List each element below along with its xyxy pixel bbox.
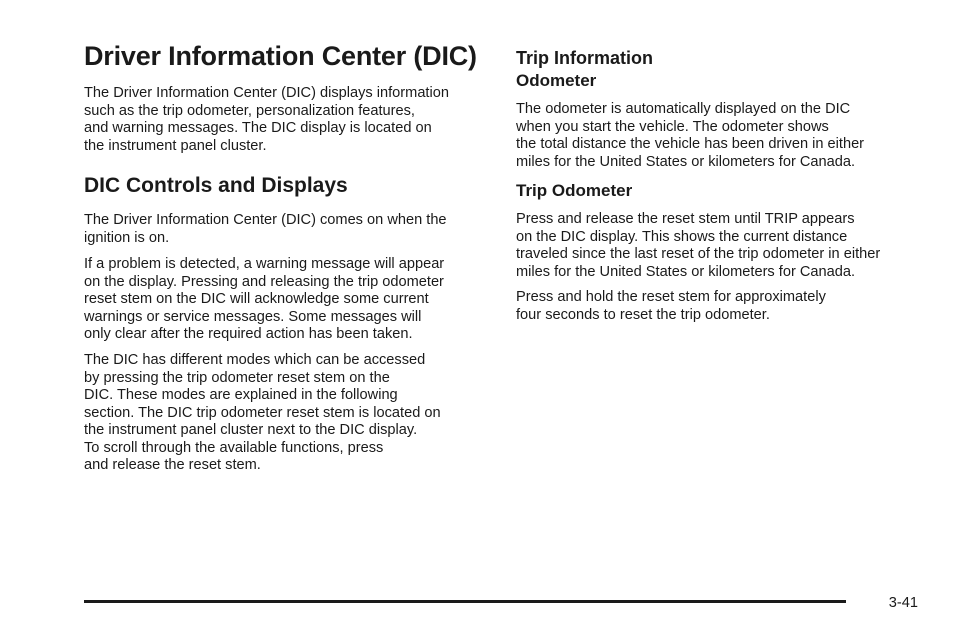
text-line: miles for the United States or kilometers for Canada. <box>516 153 856 170</box>
text-line: the instrument panel cluster next to the DIC display. <box>84 422 418 438</box>
page-number: 3-41 <box>888 595 918 611</box>
text-line: four seconds to reset the trip odometer. <box>516 306 770 323</box>
subheading-trip-odometer: Trip Odometer <box>516 181 633 200</box>
text-line: DIC. These modes are explained in the following <box>84 387 398 403</box>
text-line: ignition is on. <box>84 229 170 246</box>
text-line: Press and release the reset stem until TRIP appears <box>516 211 855 227</box>
subheading-odometer: Odometer <box>516 71 597 90</box>
text-line: The DIC has different modes which can be accessed <box>84 352 426 368</box>
text-line: and release the reset stem. <box>84 457 261 473</box>
text-line: miles for the United States or kilometers for Canada. <box>516 263 856 280</box>
text-line: Press and hold the reset stem for approximately <box>516 289 826 305</box>
text-line: when you start the vehicle. The odometer shows <box>516 118 829 135</box>
text-line: reset stem on the DIC will acknowledge some current <box>84 291 429 307</box>
paragraph-trip-hold <box>516 289 826 324</box>
text-line: and warning messages. The DIC display is located on <box>84 120 432 136</box>
text-line: The odometer is automatically displayed on the DIC <box>516 101 851 117</box>
paragraph-trip-reset <box>516 211 880 281</box>
text-line: by pressing the trip odometer reset stem on the <box>84 369 390 386</box>
text-line: To scroll through the available functions, press <box>84 439 384 456</box>
text-line: warnings or service messages. Some messages will <box>84 308 422 325</box>
text-line: The Driver Information Center (DIC) displays information <box>84 85 449 101</box>
text-line: on the display. Pressing and releasing the trip odometer <box>84 273 444 290</box>
text-line: The Driver Information Center (DIC) comes on when the <box>84 212 447 228</box>
text-line: If a problem is detected, a warning message will appear <box>84 256 445 272</box>
section-heading-dic-controls: DIC Controls and Displays <box>84 174 348 197</box>
text-line: traveled since the last reset of the trip odometer in either <box>516 246 881 262</box>
page-title: Driver Information Center (DIC) <box>84 41 477 71</box>
text-line: the instrument panel cluster. <box>84 137 267 154</box>
paragraph-dic-on <box>84 212 447 247</box>
text-line: on the DIC display. This shows the current distance <box>516 228 848 245</box>
footer-rule <box>84 600 846 603</box>
text-line: such as the trip odometer, personalization features, <box>84 102 415 119</box>
text-line: only clear after the required action has been taken. <box>84 326 413 342</box>
text-line: section. The DIC trip odometer reset stem is located on <box>84 404 441 421</box>
intro-paragraph <box>84 85 449 155</box>
text-line: the total distance the vehicle has been driven in either <box>516 136 865 152</box>
paragraph-warnings <box>84 256 444 344</box>
paragraph-modes <box>84 352 441 475</box>
section-heading-trip-information: Trip Information <box>516 48 653 68</box>
paragraph-odometer <box>516 101 864 171</box>
